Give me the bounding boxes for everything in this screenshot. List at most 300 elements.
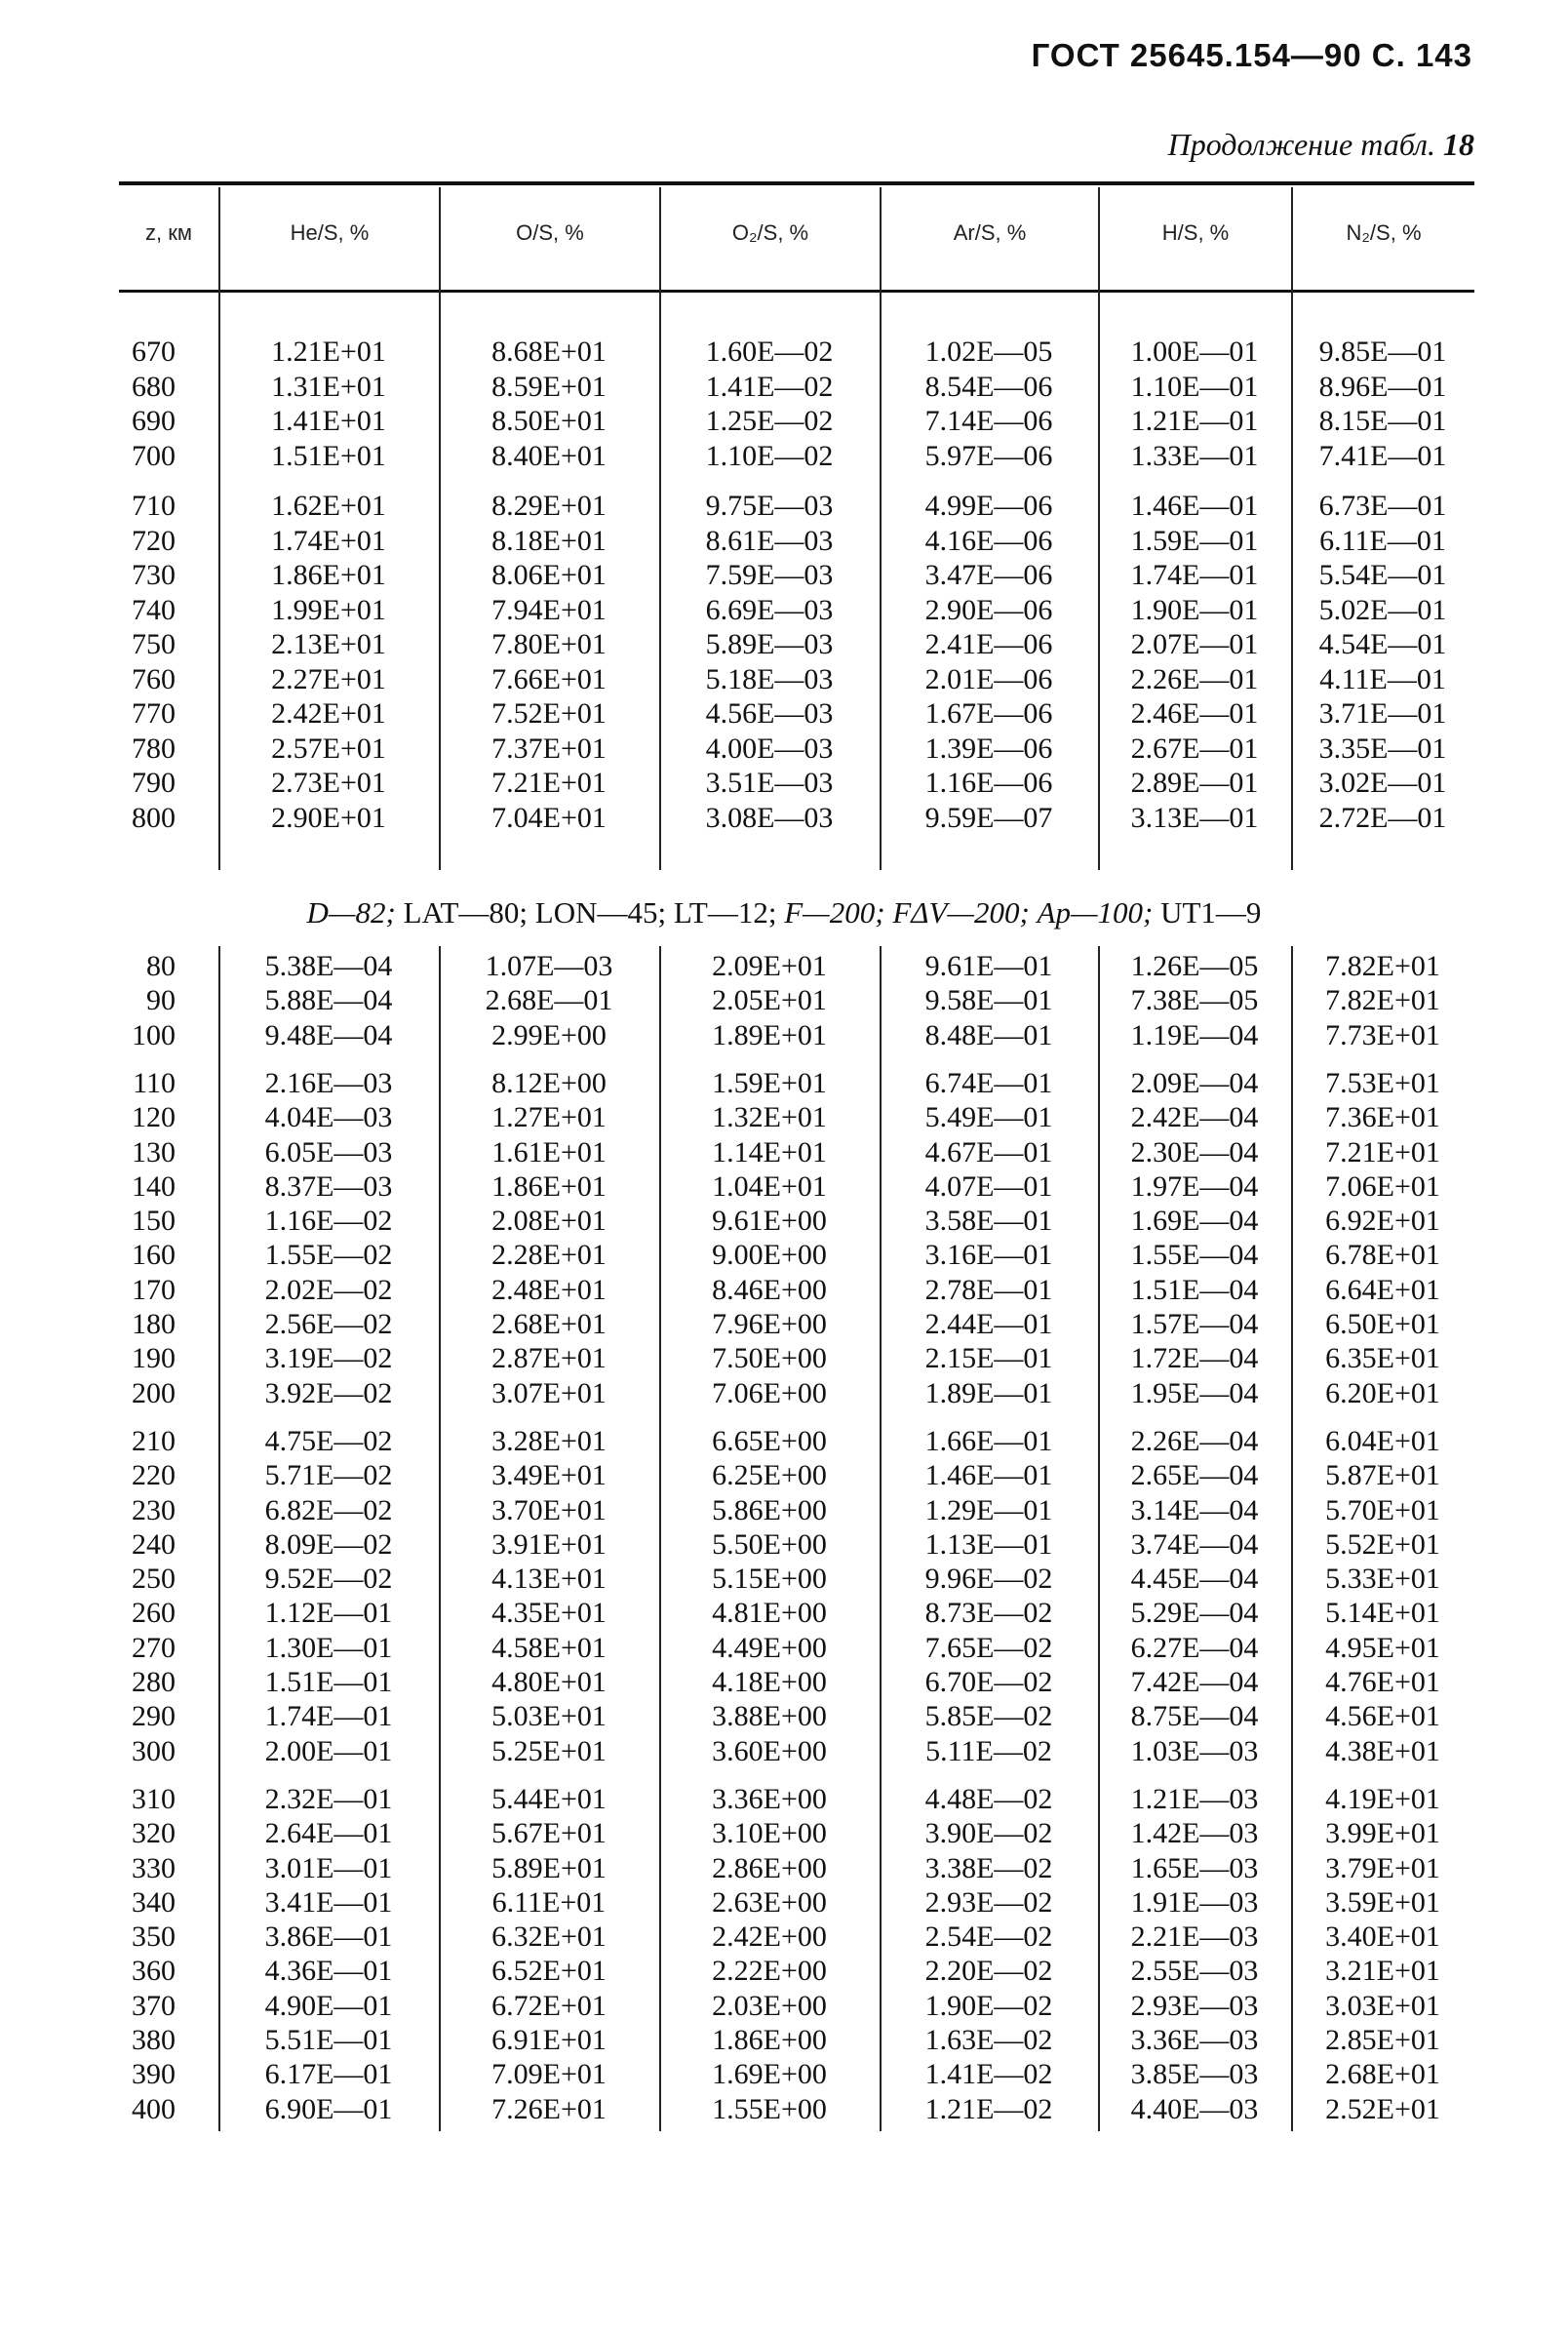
o-value: 6.11E+01 bbox=[491, 1885, 607, 1919]
h-value: 1.59E—01 bbox=[1130, 524, 1259, 557]
he-value: 4.04E—03 bbox=[264, 1101, 393, 1134]
o2-value: 2.63E+00 bbox=[712, 1885, 827, 1919]
o-value: 3.70E+01 bbox=[491, 1493, 607, 1526]
h-value: 2.55E—03 bbox=[1130, 1955, 1259, 1988]
ar-value: 1.39E—06 bbox=[924, 732, 1053, 765]
column-divider bbox=[439, 946, 441, 2131]
n2-value: 3.59E+01 bbox=[1325, 1885, 1440, 1919]
o-value: 5.89E+01 bbox=[491, 1851, 607, 1884]
altitude-value: 240 bbox=[132, 1527, 176, 1561]
ar-value: 1.13E—01 bbox=[924, 1527, 1053, 1561]
o2-value: 7.96E+00 bbox=[712, 1308, 827, 1340]
he-value: 2.42E+01 bbox=[271, 697, 386, 730]
altitude-value: 140 bbox=[132, 1169, 176, 1203]
column-header-o: O/S, % bbox=[516, 220, 584, 245]
altitude-value: 100 bbox=[132, 1018, 176, 1051]
o-value: 7.26E+01 bbox=[491, 2092, 607, 2125]
ar-value: 4.99E—06 bbox=[924, 490, 1053, 522]
o-value: 4.80E+01 bbox=[491, 1666, 607, 1698]
altitude-value: 300 bbox=[132, 1734, 176, 1767]
o2-value: 1.55E+00 bbox=[712, 2092, 827, 2125]
o-value: 2.87E+01 bbox=[491, 1342, 607, 1375]
o-value: 3.28E+01 bbox=[491, 1424, 607, 1457]
ar-value: 2.15E—01 bbox=[924, 1342, 1053, 1375]
he-value: 5.88E—04 bbox=[264, 984, 393, 1017]
h-value: 1.65E—03 bbox=[1130, 1851, 1259, 1884]
n2-value: 4.95E+01 bbox=[1325, 1631, 1440, 1664]
h-value: 1.21E—03 bbox=[1130, 1782, 1259, 1815]
o2-value: 1.59E+01 bbox=[712, 1066, 827, 1099]
o-value: 8.06E+01 bbox=[491, 559, 607, 591]
n2-value: 8.15E—01 bbox=[1318, 405, 1447, 437]
ar-value: 5.97E—06 bbox=[924, 439, 1053, 472]
n2-value: 6.50E+01 bbox=[1325, 1308, 1440, 1340]
he-value: 1.12E—01 bbox=[264, 1597, 393, 1630]
n2-value: 5.14E+01 bbox=[1325, 1597, 1440, 1630]
ar-value: 6.74E—01 bbox=[924, 1066, 1053, 1099]
altitude-value: 180 bbox=[132, 1308, 176, 1340]
altitude-value: 120 bbox=[132, 1101, 176, 1134]
n2-value: 7.41E—01 bbox=[1318, 439, 1447, 472]
column-header-o2: O₂/S, % bbox=[731, 220, 809, 245]
model-parameters-line bbox=[0, 895, 1568, 930]
o-value: 3.07E+01 bbox=[491, 1376, 607, 1409]
n2-value: 7.36E+01 bbox=[1325, 1101, 1440, 1134]
param-d: D—82; bbox=[306, 895, 396, 930]
table-header-rule bbox=[119, 290, 1474, 293]
o-value: 7.52E+01 bbox=[491, 697, 607, 730]
column-header-ar: Ar/S, % bbox=[953, 220, 1027, 245]
o2-value: 2.86E+00 bbox=[712, 1851, 827, 1884]
o-value: 5.44E+01 bbox=[491, 1782, 607, 1815]
o2-value: 5.15E+00 bbox=[712, 1563, 827, 1596]
o-value: 7.37E+01 bbox=[491, 732, 607, 765]
he-value: 1.31E+01 bbox=[271, 370, 386, 403]
o2-value: 2.42E+00 bbox=[712, 1920, 827, 1954]
n2-value: 5.87E+01 bbox=[1325, 1459, 1440, 1492]
h-value: 3.14E—04 bbox=[1130, 1493, 1259, 1526]
h-value: 2.46E—01 bbox=[1130, 697, 1259, 730]
he-value: 8.37E—03 bbox=[264, 1169, 393, 1203]
altitude-value: 700 bbox=[132, 439, 176, 472]
he-value: 2.13E+01 bbox=[271, 628, 386, 660]
he-value: 3.19E—02 bbox=[264, 1342, 393, 1375]
column-header-altitude: z, км bbox=[145, 220, 192, 245]
o-value: 2.68E+01 bbox=[491, 1308, 607, 1340]
he-value: 3.92E—02 bbox=[264, 1376, 393, 1409]
h-value: 2.89E—01 bbox=[1130, 767, 1259, 799]
altitude-value: 130 bbox=[132, 1135, 176, 1168]
n2-value: 6.73E—01 bbox=[1318, 490, 1447, 522]
o2-value: 3.51E—03 bbox=[705, 767, 834, 799]
table-continuation-title bbox=[0, 127, 1474, 163]
he-value: 2.02E—02 bbox=[264, 1273, 393, 1306]
o-value: 7.80E+01 bbox=[491, 628, 607, 660]
he-value: 1.74E—01 bbox=[264, 1700, 393, 1733]
o2-value: 2.09E+01 bbox=[712, 950, 827, 982]
he-value: 2.00E—01 bbox=[264, 1734, 393, 1767]
param-ap: Aр—100; bbox=[1037, 895, 1154, 930]
altitude-value: 190 bbox=[132, 1342, 176, 1375]
altitude-value: 280 bbox=[132, 1666, 176, 1698]
o2-value: 9.75E—03 bbox=[705, 490, 834, 522]
h-value: 5.29E—04 bbox=[1130, 1597, 1259, 1630]
altitude-value: 670 bbox=[132, 336, 176, 368]
column-divider bbox=[880, 946, 882, 2131]
o2-value: 7.06E+00 bbox=[712, 1376, 827, 1409]
o-value: 4.35E+01 bbox=[491, 1597, 607, 1630]
n2-value: 6.11E—01 bbox=[1319, 524, 1446, 557]
n2-value: 3.71E—01 bbox=[1318, 697, 1447, 730]
o2-value: 1.04E+01 bbox=[712, 1169, 827, 1203]
ar-value: 4.48E—02 bbox=[924, 1782, 1053, 1815]
n2-value: 3.40E+01 bbox=[1325, 1920, 1440, 1954]
param-lat: LAT—80; bbox=[403, 895, 529, 930]
altitude-value: 150 bbox=[132, 1205, 176, 1238]
altitude-value: 200 bbox=[132, 1376, 176, 1409]
o-value: 5.03E+01 bbox=[491, 1700, 607, 1733]
o2-value: 1.14E+01 bbox=[712, 1135, 827, 1168]
h-value: 2.26E—01 bbox=[1130, 662, 1259, 695]
o-value: 7.09E+01 bbox=[491, 2058, 607, 2091]
h-value: 2.07E—01 bbox=[1130, 628, 1259, 660]
he-value: 1.51E+01 bbox=[271, 439, 386, 472]
param-f: F—200; bbox=[784, 895, 885, 930]
h-value: 4.40E—03 bbox=[1130, 2092, 1259, 2125]
n2-value: 4.56E+01 bbox=[1325, 1700, 1440, 1733]
altitude-value: 90 bbox=[146, 984, 176, 1017]
ar-value: 5.49E—01 bbox=[924, 1101, 1053, 1134]
n2-value: 2.68E+01 bbox=[1325, 2058, 1440, 2091]
h-value: 2.09E—04 bbox=[1130, 1066, 1259, 1099]
he-value: 3.41E—01 bbox=[264, 1885, 393, 1919]
altitude-value: 230 bbox=[132, 1493, 176, 1526]
altitude-value: 170 bbox=[132, 1273, 176, 1306]
o2-value: 4.56E—03 bbox=[705, 697, 834, 730]
o2-value: 4.49E+00 bbox=[712, 1631, 827, 1664]
altitude-value: 260 bbox=[132, 1597, 176, 1630]
he-value: 1.16E—02 bbox=[264, 1205, 393, 1238]
h-value: 7.38E—05 bbox=[1130, 984, 1259, 1017]
altitude-value: 690 bbox=[132, 405, 176, 437]
o2-value: 1.86E+00 bbox=[712, 2024, 827, 2056]
h-value: 3.85E—03 bbox=[1130, 2058, 1259, 2091]
o-value: 6.52E+01 bbox=[491, 1955, 607, 1988]
ar-value: 1.90E—02 bbox=[924, 1989, 1053, 2022]
ar-value: 5.85E—02 bbox=[924, 1700, 1053, 1733]
o-value: 2.48E+01 bbox=[491, 1273, 607, 1306]
n2-value: 3.02E—01 bbox=[1318, 767, 1447, 799]
ar-value: 4.07E—01 bbox=[924, 1169, 1053, 1203]
n2-value: 4.11E—01 bbox=[1319, 662, 1446, 695]
o2-value: 1.89E+01 bbox=[712, 1018, 827, 1051]
ar-value: 1.16E—06 bbox=[924, 767, 1053, 799]
o2-value: 1.32E+01 bbox=[712, 1101, 827, 1134]
ar-value: 3.38E—02 bbox=[924, 1851, 1053, 1884]
ar-value: 1.46E—01 bbox=[924, 1459, 1053, 1492]
altitude-value: 340 bbox=[132, 1885, 176, 1919]
o2-value: 9.61E+00 bbox=[712, 1205, 827, 1238]
ar-value: 7.65E—02 bbox=[924, 1631, 1053, 1664]
altitude-value: 800 bbox=[132, 801, 176, 834]
column-divider bbox=[659, 946, 661, 2131]
he-value: 1.21E+01 bbox=[271, 336, 386, 368]
page-header: ГОСТ 25645.154—90 С. 143 bbox=[1031, 37, 1472, 73]
n2-value: 4.54E—01 bbox=[1318, 628, 1447, 660]
h-value: 3.74E—04 bbox=[1130, 1527, 1259, 1561]
o2-value: 8.46E+00 bbox=[712, 1273, 827, 1306]
o-value: 8.68E+01 bbox=[491, 336, 607, 368]
o-value: 6.91E+01 bbox=[491, 2024, 607, 2056]
o-value: 1.27E+01 bbox=[491, 1101, 607, 1134]
altitude-value: 310 bbox=[132, 1782, 176, 1815]
altitude-value: 790 bbox=[132, 767, 176, 799]
o-value: 8.59E+01 bbox=[491, 370, 607, 403]
he-value: 1.55E—02 bbox=[264, 1239, 393, 1272]
o2-value: 5.50E+00 bbox=[712, 1527, 827, 1561]
ar-value: 8.54E—06 bbox=[924, 370, 1053, 403]
n2-value: 2.85E+01 bbox=[1325, 2024, 1440, 2056]
ar-value: 2.44E—01 bbox=[924, 1308, 1053, 1340]
o2-value: 9.00E+00 bbox=[712, 1239, 827, 1272]
he-value: 2.73E+01 bbox=[271, 767, 386, 799]
altitude-value: 320 bbox=[132, 1817, 176, 1850]
h-value: 2.42E—04 bbox=[1130, 1101, 1259, 1134]
he-value: 1.99E+01 bbox=[271, 593, 386, 626]
h-value: 7.42E—04 bbox=[1130, 1666, 1259, 1698]
o2-value: 2.22E+00 bbox=[712, 1955, 827, 1988]
h-value: 2.21E—03 bbox=[1130, 1920, 1259, 1954]
o-value: 1.07E—03 bbox=[485, 950, 613, 982]
ar-value: 1.89E—01 bbox=[924, 1376, 1053, 1409]
h-value: 4.45E—04 bbox=[1130, 1563, 1259, 1596]
he-value: 5.71E—02 bbox=[264, 1459, 393, 1492]
altitude-value: 110 bbox=[133, 1066, 176, 1099]
altitude-value: 770 bbox=[132, 697, 176, 730]
n2-value: 7.82E+01 bbox=[1325, 984, 1440, 1017]
altitude-value: 250 bbox=[132, 1563, 176, 1596]
ar-value: 7.14E—06 bbox=[924, 405, 1053, 437]
he-value: 3.86E—01 bbox=[264, 1920, 393, 1954]
h-value: 3.13E—01 bbox=[1130, 801, 1259, 834]
ar-value: 2.20E—02 bbox=[924, 1955, 1053, 1988]
ar-value: 2.90E—06 bbox=[924, 593, 1053, 626]
altitude-value: 270 bbox=[132, 1631, 176, 1664]
he-value: 2.57E+01 bbox=[271, 732, 386, 765]
n2-value: 4.38E+01 bbox=[1325, 1734, 1440, 1767]
ar-value: 5.11E—02 bbox=[925, 1734, 1052, 1767]
n2-value: 7.53E+01 bbox=[1325, 1066, 1440, 1099]
n2-value: 9.85E—01 bbox=[1318, 336, 1447, 368]
o-value: 7.94E+01 bbox=[491, 593, 607, 626]
o-value: 1.61E+01 bbox=[491, 1135, 607, 1168]
he-value: 8.09E—02 bbox=[264, 1527, 393, 1561]
o-value: 2.28E+01 bbox=[491, 1239, 607, 1272]
altitude-value: 760 bbox=[132, 662, 176, 695]
param-fdv: FΔV—200; bbox=[892, 895, 1030, 930]
o2-value: 6.25E+00 bbox=[712, 1459, 827, 1492]
ar-value: 2.01E—06 bbox=[924, 662, 1053, 695]
n2-value: 6.78E+01 bbox=[1325, 1239, 1440, 1272]
h-value: 1.33E—01 bbox=[1130, 439, 1259, 472]
he-value: 1.74E+01 bbox=[271, 524, 386, 557]
n2-value: 5.02E—01 bbox=[1318, 593, 1447, 626]
altitude-value: 220 bbox=[132, 1459, 176, 1492]
ar-value: 2.78E—01 bbox=[924, 1273, 1053, 1306]
altitude-value: 80 bbox=[146, 950, 176, 982]
h-value: 1.55E—04 bbox=[1130, 1239, 1259, 1272]
he-value: 9.52E—02 bbox=[264, 1563, 393, 1596]
n2-value: 3.35E—01 bbox=[1318, 732, 1447, 765]
h-value: 1.57E—04 bbox=[1130, 1308, 1259, 1340]
he-value: 2.32E—01 bbox=[264, 1782, 393, 1815]
altitude-value: 370 bbox=[132, 1989, 176, 2022]
altitude-value: 710 bbox=[132, 490, 176, 522]
column-header-n2: N₂/S, % bbox=[1346, 220, 1422, 245]
table-top-rule bbox=[119, 181, 1474, 185]
he-value: 4.75E—02 bbox=[264, 1424, 393, 1457]
h-value: 1.00E—01 bbox=[1130, 336, 1259, 368]
ar-value: 2.54E—02 bbox=[924, 1920, 1053, 1954]
altitude-value: 780 bbox=[132, 732, 176, 765]
h-value: 1.72E—04 bbox=[1130, 1342, 1259, 1375]
ar-value: 1.63E—02 bbox=[924, 2024, 1053, 2056]
n2-value: 4.19E+01 bbox=[1325, 1782, 1440, 1815]
o-value: 8.18E+01 bbox=[491, 524, 607, 557]
ar-value: 4.67E—01 bbox=[924, 1135, 1053, 1168]
column-divider bbox=[218, 946, 220, 2131]
ar-value: 9.58E—01 bbox=[924, 984, 1053, 1017]
h-value: 1.03E—03 bbox=[1130, 1734, 1259, 1767]
ar-value: 9.96E—02 bbox=[924, 1563, 1053, 1596]
o2-value: 3.88E+00 bbox=[712, 1700, 827, 1733]
o2-value: 1.60E—02 bbox=[705, 336, 834, 368]
altitude-value: 160 bbox=[132, 1239, 176, 1272]
n2-value: 7.06E+01 bbox=[1325, 1169, 1440, 1203]
altitude-value: 400 bbox=[132, 2092, 176, 2125]
o2-value: 2.03E+00 bbox=[712, 1989, 827, 2022]
h-value: 3.36E—03 bbox=[1130, 2024, 1259, 2056]
altitude-value: 750 bbox=[132, 628, 176, 660]
he-value: 1.41E+01 bbox=[271, 405, 386, 437]
o-value: 8.40E+01 bbox=[491, 439, 607, 472]
o-value: 8.50E+01 bbox=[491, 405, 607, 437]
altitude-value: 330 bbox=[132, 1851, 176, 1884]
h-value: 1.26E—05 bbox=[1130, 950, 1259, 982]
n2-value: 7.21E+01 bbox=[1325, 1135, 1440, 1168]
column-header-he: He/S, % bbox=[290, 220, 370, 245]
ar-value: 2.93E—02 bbox=[924, 1885, 1053, 1919]
o2-value: 5.86E+00 bbox=[712, 1493, 827, 1526]
o-value: 7.66E+01 bbox=[491, 662, 607, 695]
ar-value: 8.73E—02 bbox=[924, 1597, 1053, 1630]
n2-value: 2.72E—01 bbox=[1318, 801, 1447, 834]
o-value: 5.67E+01 bbox=[491, 1817, 607, 1850]
h-value: 2.65E—04 bbox=[1130, 1459, 1259, 1492]
o2-value: 6.69E—03 bbox=[705, 593, 834, 626]
n2-value: 6.04E+01 bbox=[1325, 1424, 1440, 1457]
altitude-value: 210 bbox=[132, 1424, 176, 1457]
he-value: 6.05E—03 bbox=[264, 1135, 393, 1168]
o2-value: 5.18E—03 bbox=[705, 662, 834, 695]
o-value: 5.25E+01 bbox=[491, 1734, 607, 1767]
n2-value: 7.73E+01 bbox=[1325, 1018, 1440, 1051]
o2-value: 1.69E+00 bbox=[712, 2058, 827, 2091]
o-value: 8.29E+01 bbox=[491, 490, 607, 522]
h-value: 2.93E—03 bbox=[1130, 1989, 1259, 2022]
h-value: 1.95E—04 bbox=[1130, 1376, 1259, 1409]
altitude-value: 390 bbox=[132, 2058, 176, 2091]
o-value: 2.99E+00 bbox=[491, 1018, 607, 1051]
o2-value: 6.65E+00 bbox=[712, 1424, 827, 1457]
n2-value: 6.64E+01 bbox=[1325, 1273, 1440, 1306]
n2-value: 8.96E—01 bbox=[1318, 370, 1447, 403]
he-value: 4.36E—01 bbox=[264, 1955, 393, 1988]
column-divider bbox=[880, 187, 882, 870]
altitude-value: 740 bbox=[132, 593, 176, 626]
o2-value: 3.10E+00 bbox=[712, 1817, 827, 1850]
o-value: 6.72E+01 bbox=[491, 1989, 607, 2022]
altitude-value: 290 bbox=[132, 1700, 176, 1733]
he-value: 6.17E—01 bbox=[264, 2058, 393, 2091]
o2-value: 3.60E+00 bbox=[712, 1734, 827, 1767]
h-value: 1.19E—04 bbox=[1130, 1018, 1259, 1051]
altitude-value: 360 bbox=[132, 1955, 176, 1988]
n2-value: 5.70E+01 bbox=[1325, 1493, 1440, 1526]
he-value: 2.90E+01 bbox=[271, 801, 386, 834]
he-value: 4.90E—01 bbox=[264, 1989, 393, 2022]
h-value: 1.21E—01 bbox=[1130, 405, 1259, 437]
n2-value: 2.52E+01 bbox=[1325, 2092, 1440, 2125]
he-value: 5.38E—04 bbox=[264, 950, 393, 982]
h-value: 1.51E—04 bbox=[1130, 1273, 1259, 1306]
o2-value: 1.41E—02 bbox=[705, 370, 834, 403]
h-value: 1.46E—01 bbox=[1130, 490, 1259, 522]
o-value: 3.91E+01 bbox=[491, 1527, 607, 1561]
o2-value: 5.89E—03 bbox=[705, 628, 834, 660]
he-value: 1.51E—01 bbox=[264, 1666, 393, 1698]
he-value: 1.62E+01 bbox=[271, 490, 386, 522]
altitude-value: 720 bbox=[132, 524, 176, 557]
o2-value: 3.36E+00 bbox=[712, 1782, 827, 1815]
n2-value: 6.20E+01 bbox=[1325, 1376, 1440, 1409]
n2-value: 6.35E+01 bbox=[1325, 1342, 1440, 1375]
he-value: 6.82E—02 bbox=[264, 1493, 393, 1526]
o2-value: 4.18E+00 bbox=[712, 1666, 827, 1698]
ar-value: 1.02E—05 bbox=[924, 336, 1053, 368]
o-value: 4.13E+01 bbox=[491, 1563, 607, 1596]
he-value: 5.51E—01 bbox=[264, 2024, 393, 2056]
ar-value: 3.47E—06 bbox=[924, 559, 1053, 591]
h-value: 2.26E—04 bbox=[1130, 1424, 1259, 1457]
ar-value: 4.16E—06 bbox=[924, 524, 1053, 557]
h-value: 1.91E—03 bbox=[1130, 1885, 1259, 1919]
o2-value: 1.10E—02 bbox=[705, 439, 834, 472]
o-value: 4.58E+01 bbox=[491, 1631, 607, 1664]
he-value: 2.16E—03 bbox=[264, 1066, 393, 1099]
altitude-value: 380 bbox=[132, 2024, 176, 2056]
he-value: 1.30E—01 bbox=[264, 1631, 393, 1664]
altitude-value: 350 bbox=[132, 1920, 176, 1954]
o-value: 7.21E+01 bbox=[491, 767, 607, 799]
h-value: 1.90E—01 bbox=[1130, 593, 1259, 626]
ar-value: 3.90E—02 bbox=[924, 1817, 1053, 1850]
h-value: 1.97E—04 bbox=[1130, 1169, 1259, 1203]
o2-value: 4.81E+00 bbox=[712, 1597, 827, 1630]
o-value: 1.86E+01 bbox=[491, 1169, 607, 1203]
ar-value: 1.41E—02 bbox=[924, 2058, 1053, 2091]
n2-value: 3.03E+01 bbox=[1325, 1989, 1440, 2022]
